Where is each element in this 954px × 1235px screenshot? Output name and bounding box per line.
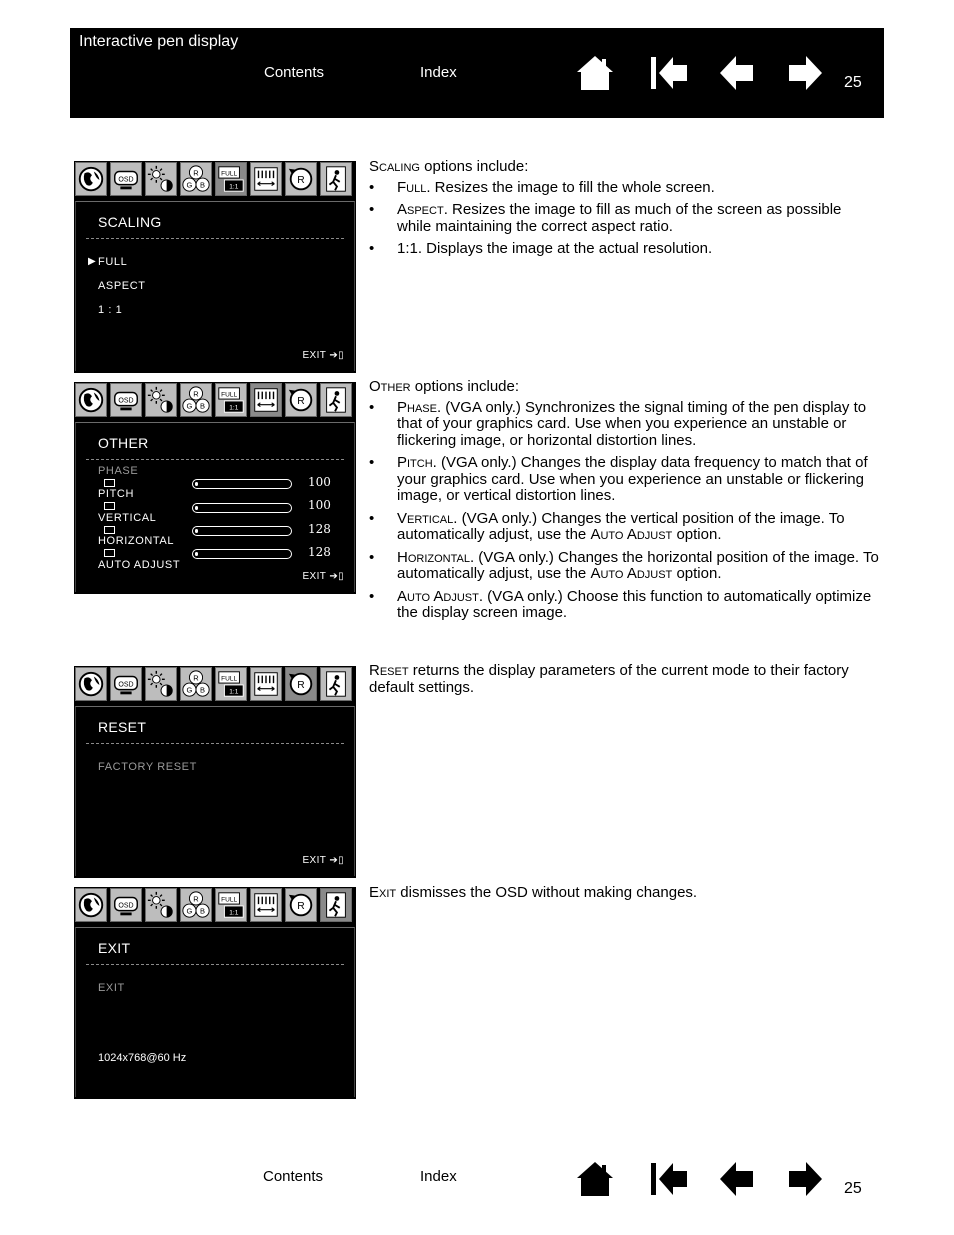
brightness-contrast-icon bbox=[145, 888, 177, 922]
svg-text:B: B bbox=[200, 180, 206, 190]
osd-option-pitch: PITCH bbox=[98, 488, 134, 500]
osd-panel bbox=[75, 201, 355, 371]
osd-scaling-screenshot bbox=[74, 161, 356, 373]
scaling-icon bbox=[215, 667, 247, 701]
svg-text:R: R bbox=[297, 174, 305, 186]
globe-icon bbox=[75, 888, 107, 922]
scaling-intro: Scaling options include: bbox=[369, 158, 529, 175]
other-settings-icon bbox=[250, 888, 282, 922]
globe-icon bbox=[75, 667, 107, 701]
horizontal-slider bbox=[192, 549, 292, 559]
osd-option-vertical: VERTICAL bbox=[98, 512, 157, 524]
home-icon[interactable] bbox=[575, 1160, 615, 1198]
svg-text:1:1: 1:1 bbox=[229, 404, 239, 412]
list-item: • Pitch. (VGA only.) Changes the display data frequency to match that of your graphics card. Use when you experience an unstable or flickering image, or vertical distortion lines. bbox=[369, 454, 868, 504]
brightness-contrast-icon bbox=[145, 667, 177, 701]
document-title: Interactive pen display bbox=[79, 33, 239, 50]
other-options-list bbox=[369, 400, 879, 622]
osd-icon-bar bbox=[74, 382, 356, 418]
index-link[interactable]: Index bbox=[420, 64, 457, 81]
svg-text:1:1: 1:1 bbox=[229, 909, 239, 917]
first-page-icon[interactable] bbox=[649, 54, 689, 92]
svg-text:R: R bbox=[193, 389, 199, 399]
brightness-contrast-icon bbox=[145, 162, 177, 196]
osd-other-screenshot bbox=[74, 382, 356, 594]
osd-option-horizontal: HORIZONTAL bbox=[98, 535, 175, 547]
phase-value: 100 bbox=[308, 475, 331, 489]
osd-panel-title: SCALING bbox=[98, 214, 162, 230]
exit-icon bbox=[320, 667, 352, 701]
svg-text:R: R bbox=[297, 900, 305, 912]
reset-icon bbox=[285, 667, 317, 701]
svg-text:FULL: FULL bbox=[221, 896, 238, 904]
osd-icon-bar bbox=[74, 887, 356, 923]
osd-exit-hint: EXIT ➔▯ bbox=[302, 855, 344, 866]
svg-text:FULL: FULL bbox=[221, 170, 238, 178]
svg-text:B: B bbox=[200, 906, 206, 916]
osd-panel-title: OTHER bbox=[98, 435, 149, 451]
page-number: 25 bbox=[844, 74, 862, 91]
other-settings-icon bbox=[250, 667, 282, 701]
exit-icon bbox=[320, 383, 352, 417]
scaling-icon bbox=[215, 162, 247, 196]
page-number: 25 bbox=[844, 1180, 862, 1197]
divider bbox=[86, 459, 344, 460]
divider bbox=[86, 743, 344, 744]
list-item: • Auto Adjust. (VGA only.) Choose this function to automatically optimize the display screen image. bbox=[369, 587, 872, 621]
next-page-icon[interactable] bbox=[785, 54, 825, 92]
vertical-icon bbox=[104, 526, 115, 534]
osd-icon bbox=[110, 888, 142, 922]
reset-icon bbox=[285, 162, 317, 196]
other-description bbox=[369, 379, 879, 628]
svg-text:G: G bbox=[186, 401, 193, 411]
osd-icon-bar bbox=[74, 161, 356, 197]
globe-icon bbox=[75, 383, 107, 417]
svg-text:R: R bbox=[193, 894, 199, 904]
reset-icon bbox=[285, 888, 317, 922]
scaling-icon bbox=[215, 888, 247, 922]
first-page-icon[interactable] bbox=[649, 1160, 689, 1198]
exit-arrow-icon: ➔▯ bbox=[329, 350, 344, 361]
osd-option-1-1: 1 : 1 bbox=[98, 304, 123, 316]
scaling-description bbox=[369, 159, 879, 264]
osd-icon-bar bbox=[74, 666, 356, 702]
rgb-color-icon bbox=[180, 383, 212, 417]
svg-text:R: R bbox=[297, 679, 305, 691]
svg-text:FULL: FULL bbox=[221, 391, 238, 399]
svg-text:G: G bbox=[186, 906, 193, 916]
osd-reset-screenshot bbox=[74, 666, 356, 878]
svg-text:R: R bbox=[193, 168, 199, 178]
osd-exit-hint: EXIT ➔▯ bbox=[302, 350, 344, 361]
divider bbox=[86, 238, 344, 239]
selection-arrow-icon: ▶ bbox=[88, 256, 96, 267]
page-header bbox=[70, 28, 884, 118]
osd-panel-title: RESET bbox=[98, 719, 147, 735]
svg-text:R: R bbox=[193, 673, 199, 683]
contents-link[interactable]: Contents bbox=[264, 64, 325, 81]
osd-exit-screenshot bbox=[74, 887, 356, 1099]
svg-text:OSD: OSD bbox=[118, 681, 134, 689]
osd-icon bbox=[110, 162, 142, 196]
svg-text:B: B bbox=[200, 401, 206, 411]
osd-panel bbox=[75, 422, 355, 592]
exit-icon bbox=[320, 888, 352, 922]
phase-slider bbox=[192, 479, 292, 489]
svg-text:1:1: 1:1 bbox=[229, 688, 239, 696]
pitch-value: 100 bbox=[308, 498, 331, 512]
exit-description: Exit dismisses the OSD without making changes. bbox=[369, 884, 698, 901]
osd-option-exit: EXIT bbox=[98, 982, 125, 994]
exit-arrow-icon: ➔▯ bbox=[329, 855, 344, 866]
osd-option-aspect: ASPECT bbox=[98, 280, 146, 292]
pitch-slider bbox=[192, 503, 292, 513]
list-item: • Horizontal. (VGA only.) Changes the horizontal position of the image. To automatically adjust, use the Auto Adjust option. bbox=[369, 548, 879, 582]
reset-icon bbox=[285, 383, 317, 417]
phase-icon bbox=[104, 479, 115, 487]
svg-text:R: R bbox=[297, 395, 305, 407]
rgb-color-icon bbox=[180, 162, 212, 196]
osd-icon bbox=[110, 383, 142, 417]
other-settings-icon bbox=[250, 162, 282, 196]
rgb-color-icon bbox=[180, 667, 212, 701]
osd-option-auto-adjust: AUTO ADJUST bbox=[98, 559, 181, 571]
svg-text:OSD: OSD bbox=[118, 902, 134, 910]
svg-text:1:1: 1:1 bbox=[229, 183, 239, 191]
list-item: • Vertical. (VGA only.) Changes the vertical position of the image. To automatically adjust, use the Auto Adjust option. bbox=[369, 509, 845, 543]
svg-text:B: B bbox=[200, 685, 206, 695]
list-item: • Full. Resizes the image to fill the whole screen. bbox=[369, 178, 715, 196]
exit-icon bbox=[320, 162, 352, 196]
rgb-color-icon bbox=[180, 888, 212, 922]
list-item: • Aspect. Resizes the image to fill as much of the screen as possible while maintaining the correct aspect ratio. bbox=[369, 201, 842, 235]
scaling-icon bbox=[215, 383, 247, 417]
osd-icon bbox=[110, 667, 142, 701]
home-icon[interactable] bbox=[575, 54, 615, 92]
other-settings-icon bbox=[250, 383, 282, 417]
other-intro: Other options include: bbox=[369, 378, 520, 395]
previous-page-icon[interactable] bbox=[717, 54, 757, 92]
resolution-readout: 1024x768@60 Hz bbox=[98, 1052, 187, 1064]
next-page-icon[interactable] bbox=[785, 1160, 825, 1198]
page-footer bbox=[70, 1140, 884, 1220]
osd-panel bbox=[75, 927, 355, 1097]
osd-panel bbox=[75, 706, 355, 876]
index-link[interactable]: Index bbox=[420, 1168, 457, 1185]
contents-link[interactable]: Contents bbox=[263, 1168, 324, 1185]
divider bbox=[86, 964, 344, 965]
svg-text:G: G bbox=[186, 180, 193, 190]
reset-description: Reset returns the display parameters of the current mode to their factory default settings. bbox=[369, 662, 849, 696]
horizontal-icon bbox=[104, 549, 115, 557]
list-item: • Phase. (VGA only.) Synchronizes the signal timing of the pen display to that of your graphics card. Use when you experience an unstable or flickering image, or horizontal distortion lines. bbox=[369, 398, 867, 449]
svg-text:FULL: FULL bbox=[221, 675, 238, 683]
list-item: • 1:1. Displays the image at the actual resolution. bbox=[369, 240, 713, 257]
exit-arrow-icon: ➔▯ bbox=[329, 571, 344, 582]
osd-option-factory-reset: FACTORY RESET bbox=[98, 761, 197, 773]
osd-option-full: FULL bbox=[98, 256, 128, 268]
globe-icon bbox=[75, 162, 107, 196]
vertical-value: 128 bbox=[308, 522, 331, 536]
osd-option-phase: PHASE bbox=[98, 465, 139, 477]
vertical-slider bbox=[192, 526, 292, 536]
svg-text:OSD: OSD bbox=[118, 397, 134, 405]
osd-exit-hint: EXIT ➔▯ bbox=[302, 571, 344, 582]
osd-badge-text: OSD bbox=[118, 176, 134, 184]
osd-panel-title: EXIT bbox=[98, 940, 131, 956]
previous-page-icon[interactable] bbox=[717, 1160, 757, 1198]
horizontal-value: 128 bbox=[308, 545, 331, 559]
scaling-options-list bbox=[369, 180, 879, 258]
brightness-contrast-icon bbox=[145, 383, 177, 417]
svg-text:G: G bbox=[186, 685, 193, 695]
pitch-icon bbox=[104, 502, 115, 510]
